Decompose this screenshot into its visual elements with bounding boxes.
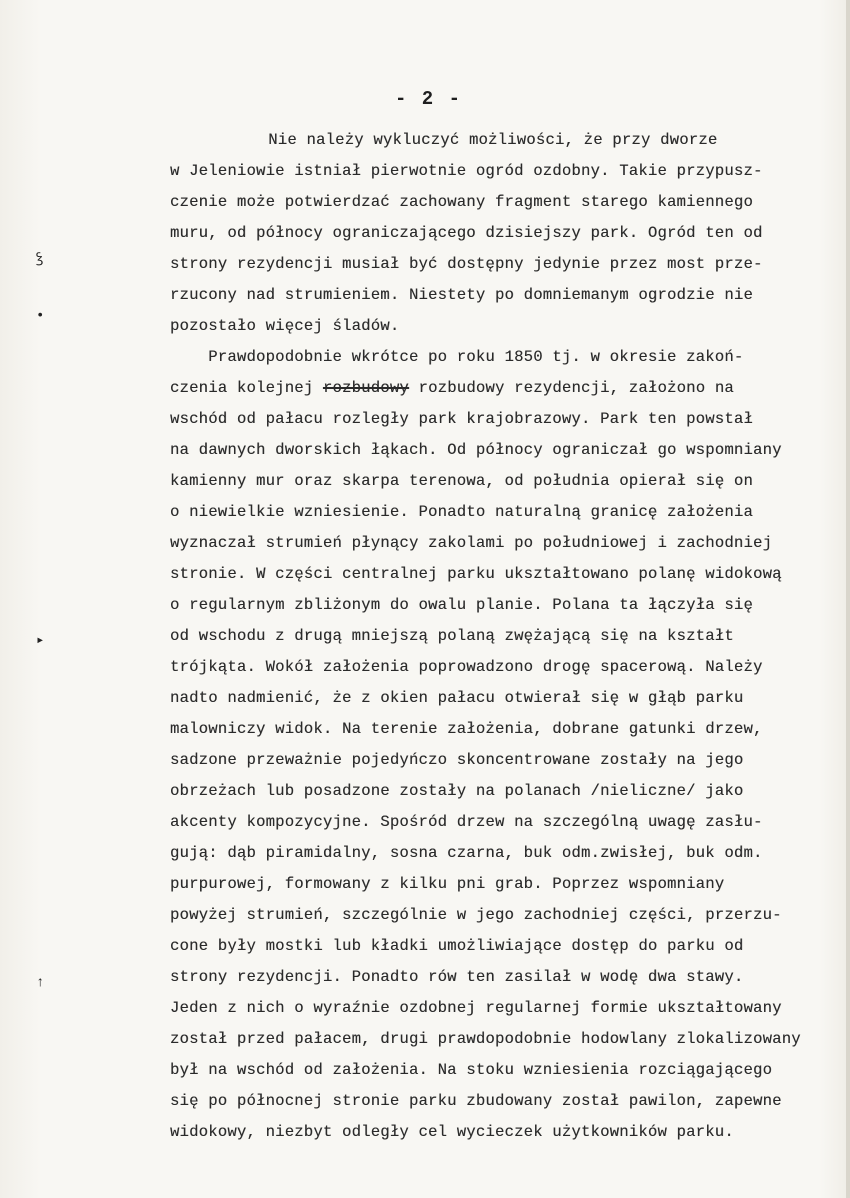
text-line: wyznaczał strumień płynący zakolami po południowej i zachodniej (170, 534, 773, 552)
text-line: powyżej strumień, szczególnie w jego zachodniej części, przerzu- (170, 906, 782, 924)
text-line: kamienny mur oraz skarpa terenowa, od południa opierał się on (170, 472, 754, 490)
text-line: na dawnych dworskich łąkach. Od północy ograniczał go wspomniany (170, 441, 782, 459)
text-line: malowniczy widok. Na terenie założenia, dobrane gatunki drzew, (170, 720, 763, 738)
text-line: był na wschód od założenia. Na stoku wzniesienia rozciągającego (170, 1061, 773, 1079)
text-line: gują: dąb piramidalny, sosna czarna, buk odm.zwisłej, buk odm. (170, 844, 763, 862)
text-line: purpurowej, formowany z kilku pni grab. Poprzez wspomniany (170, 875, 725, 893)
text-line: obrzeżach lub posadzone zostały na polanach /nieliczne/ jako (170, 782, 744, 800)
text-line: wschód od pałacu rozległy park krajobrazowy. Park ten powstał (170, 410, 754, 428)
text-line: został przed pałacem, drugi prawdopodobnie hodowlany zlokalizowany (170, 1030, 801, 1048)
text-line: muru, od północy ograniczającego dzisiejszy park. Ogród ten od (170, 224, 763, 242)
text-line: pozostało więcej śladów. (170, 317, 400, 335)
text-line: akcenty kompozycyjne. Spośród drzew na szczególną uwagę zasłu- (170, 813, 763, 831)
text-line: czenie może potwierdzać zachowany fragment starego kamiennego (170, 193, 754, 211)
text-line: Nie należy wykluczyć możliwości, że przy dworze (230, 131, 718, 149)
margin-mark: ↑ (36, 975, 45, 991)
text-line: czenia kolejnej rozbudowy rozbudowy rezydencji, założono na (170, 379, 734, 397)
typed-text-body (170, 125, 840, 1148)
text-line: widokowy, niezbyt odległy cel wycieczek użytkowników parku. (170, 1123, 734, 1141)
text-line: strony rezydencji. Ponadto rów ten zasilał w wodę dwa stawy. (170, 968, 744, 986)
text-line: Prawdopodobnie wkrótce po roku 1850 tj. w okresie zakoń- (170, 348, 744, 366)
text-line: o regularnym zbliżonym do owalu planie. Polana ta łączyła się (170, 596, 754, 614)
text-line: Jeden z nich o wyraźnie ozdobnej regularnej formie ukształtowany (170, 999, 782, 1017)
text-line: od wschodu z drugą mniejszą polaną zwężającą się na kształt (170, 627, 734, 645)
margin-mark: • (36, 308, 45, 324)
text-line: cone były mostki lub kładki umożliwiające dostęp do parku od (170, 937, 744, 955)
text-line: w Jeleniowie istniał pierwotnie ogród ozdobny. Takie przypusz- (170, 162, 763, 180)
text-line: strony rezydencji musiał być dostępny jedynie przez most prze- (170, 255, 763, 273)
margin-mark: ▸ (36, 633, 45, 649)
page-edge (846, 0, 850, 1198)
text-line: trójkąta. Wokół założenia poprowadzono drogę spacerową. Należy (170, 658, 763, 676)
text-line: nadto nadmienić, że z okien pałacu otwierał się w głąb parku (170, 689, 744, 707)
text-line: się po północnej stronie parku zbudowany został pawilon, zapewne (170, 1092, 782, 1110)
text-line: o niewielkie wzniesienie. Ponadto naturalną granicę założenia (170, 503, 754, 521)
text-line: rzucony nad strumieniem. Niestety po domniemanym ogrodzie nie (170, 286, 754, 304)
margin-mark: ꝣ (36, 251, 44, 267)
crossed-out-word: rozbudowy (322, 379, 409, 397)
text-line: stronie. W części centralnej parku ukształtowano polanę widokową (170, 565, 782, 583)
page-number: - 2 - (395, 88, 463, 110)
text-line: sadzone przeważnie pojedyńczo skoncentrowane zostały na jego (170, 751, 744, 769)
